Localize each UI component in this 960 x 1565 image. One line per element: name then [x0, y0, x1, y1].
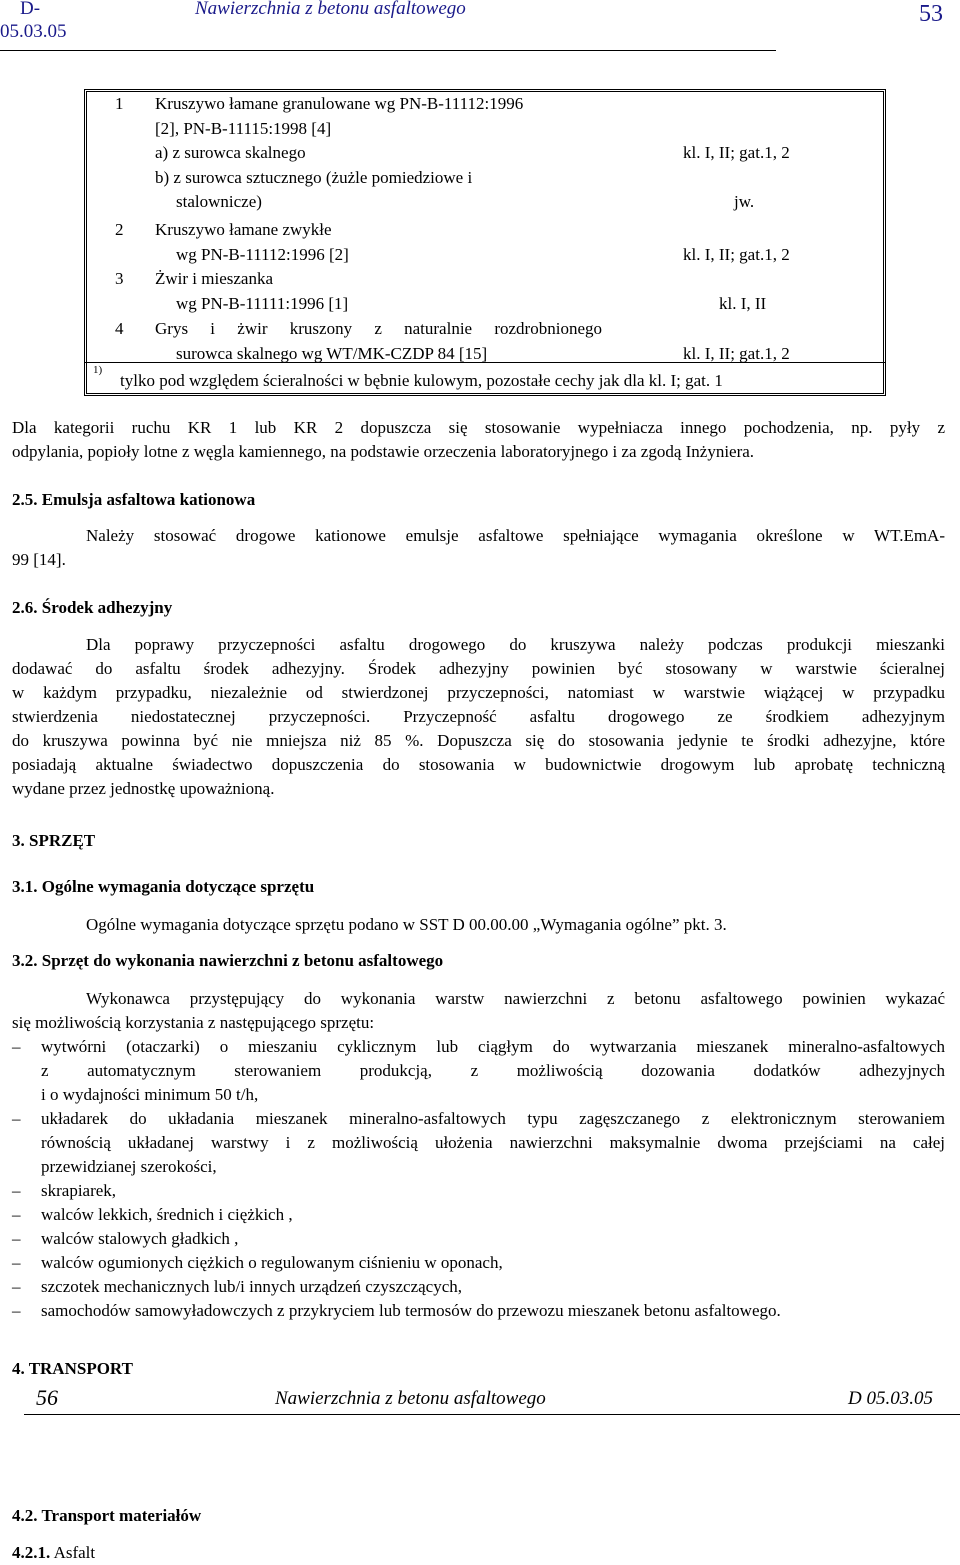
heading-2-5: 2.5. Emulsja asfaltowa kationowa	[12, 490, 256, 509]
header-code-line1: D-	[20, 0, 41, 19]
table-cell-text: Kruszywo łamane granulowane wg PN-B-11112:1996	[155, 94, 524, 113]
list-item-text: samochodów samowyładowczych z przykryciem lub termosów do przewozu mieszanek betonu asfaltowego.	[41, 1301, 781, 1320]
list-item-text: szczotek mechanicznych lub/i innych urządzeń czyszczących,	[41, 1277, 462, 1296]
table-cell-text: a) z surowca skalnego	[155, 143, 306, 163]
heading-2-6: 2.6. Środek adhezyjny	[12, 598, 173, 617]
dash-bullet: –	[12, 1037, 21, 1056]
footer-code: D 05.03.05	[848, 1388, 933, 1409]
paragraph-3-2: Wykonawca przystępujący do wykonania warstw nawierzchni z betonu asfaltowego powinien wykazać się możliwością korzystania z następującego sprzętu:	[12, 989, 945, 1032]
header-rule	[0, 50, 776, 51]
list-item-text: walców stalowych gładkich ,	[41, 1229, 239, 1248]
footer-title: Nawierzchnia z betonu asfaltowego	[275, 1388, 546, 1409]
list-item	[12, 1299, 945, 1323]
table-cell-value: kl. I, II	[719, 293, 767, 313]
heading-3-1: 3.1. Ogólne wymagania dotyczące sprzętu	[12, 877, 315, 896]
list-item	[12, 1107, 945, 1179]
list-item-text: równością układanej warstwy i z możliwością ułożenia nawierzchni maksymalnie dwoma przejściami na całej	[41, 1133, 945, 1152]
dash-bullet: –	[12, 1301, 21, 1320]
dash-bullet: –	[12, 1181, 21, 1200]
list-item-text: układarek do układania mieszanek mineralno-asfaltowych typu zagęszczanego z elektronicznym sterowaniem	[41, 1109, 945, 1128]
header-doc-code	[20, 0, 40, 21]
heading-4-2: 4.2. Transport materiałów	[12, 1506, 202, 1525]
table-cell-text: stalownicze)	[176, 192, 262, 212]
paragraph-2-5: Należy stosować drogowe kationowe emulsje asfaltowe spełniające wymagania określone w WT.EmA- 99 [14].	[12, 526, 945, 569]
table-cell-value: jw.	[734, 192, 755, 212]
heading-4: 4. TRANSPORT	[12, 1359, 133, 1378]
list-item-text: wytwórni (otaczarki) o mieszaniu cyklicznym lub ciągłym do wytwarzania mieszanek mineralno-asfaltowych	[41, 1037, 945, 1056]
table-row-number: 3	[115, 269, 124, 288]
list-item	[12, 1275, 945, 1299]
dash-bullet: –	[12, 1253, 21, 1272]
list-item	[12, 1035, 945, 1107]
header-doc-code-2: 05.03.05	[0, 21, 67, 42]
table-cell-text: wg PN-B-11112:1996 [2]	[176, 244, 349, 264]
heading-4-2-1-text: Asfalt	[53, 1543, 96, 1562]
table-row-number: 2	[115, 220, 124, 239]
table-row-number: 4	[115, 319, 124, 338]
footer-page-number: 56	[36, 1385, 58, 1410]
list-item-text: z automatycznym sterowaniem produkcją, z możliwością dozowania dodatków adhezyjnych	[41, 1061, 945, 1080]
list-item-text: walców ogumionych ciężkich o regulowanym ciśnieniu w oponach,	[41, 1253, 503, 1272]
table-cell-text: Kruszywo łamane zwykłe	[155, 220, 332, 239]
heading-3: 3. SPRZĘT	[12, 831, 96, 850]
dash-bullet: –	[12, 1229, 21, 1248]
table-row-number: 1	[115, 94, 124, 113]
obscured-text-line	[90, 1452, 850, 1460]
list-item-text: przewidzianej szerokości,	[41, 1157, 217, 1176]
list-item	[12, 1203, 945, 1227]
filler-paragraph: Dla kategorii ruchu KR 1 lub KR 2 dopuszcza się stosowanie wypełniacza innego pochodzenia, np. pyły z odpylania, popioły lotne z węgla kamiennego, na podstawie orzeczenia laboratoryjnego i za zgodą Inżyniera.	[12, 418, 945, 461]
header-title: Nawierzchnia z betonu asfaltowego	[195, 0, 466, 19]
paragraph-3-1: Ogólne wymagania dotyczące sprzętu podano w SST D 00.00.00 „Wymagania ogólne” pkt. 3.	[86, 915, 727, 934]
dash-bullet: –	[12, 1205, 21, 1224]
dash-bullet: –	[12, 1109, 21, 1128]
list-item-text: i o wydajności minimum 50 t/h,	[41, 1085, 259, 1104]
list-item	[12, 1179, 945, 1203]
list-item-text: skrapiarek,	[41, 1181, 117, 1200]
table-footnote: tylko pod względem ścieralności w bębnie kulowym, pozostałe cechy jak dla kl. I; gat. 1	[120, 371, 723, 390]
table-cell-text: Grys i żwir kruszony z naturalnie rozdrobnionego	[155, 319, 602, 338]
table-cell-value: kl. I, II; gat.1, 2	[683, 143, 790, 163]
table-cell-text: wg PN-B-11111:1996 [1]	[176, 293, 349, 313]
table-cell-text: b) z surowca sztucznego (żużle pomiedziowe i	[155, 167, 473, 187]
header-page-number: 53	[919, 1, 943, 27]
equipment-list	[12, 1035, 945, 1323]
list-item	[12, 1227, 945, 1251]
footer-rule	[24, 1414, 960, 1415]
table-cell-text: surowca skalnego wg WT/MK-CZDP 84 [15]	[176, 343, 488, 363]
heading-4-2-1-number: 4.2.1.	[12, 1543, 51, 1562]
footnote-mark: 1)	[93, 364, 103, 376]
list-item-text: walców lekkich, średnich i ciężkich ,	[41, 1205, 293, 1224]
list-item	[12, 1251, 945, 1275]
table-cell-text: Żwir i mieszanka	[155, 269, 274, 288]
dash-bullet: –	[12, 1277, 21, 1296]
heading-3-2: 3.2. Sprzęt do wykonania nawierzchni z betonu asfaltowego	[12, 951, 444, 970]
paragraph-2-6: Dla poprawy przyczepności asfaltu drogowego do kruszywa należy podczas produkcji mieszanki dodawać do asfaltu środek adhezyjny. Środek adhezyjny powinien być stosowany w warstwie ścieralnej w każdym przypadku, niezależnie od stwierdzonej przyczepności, natomiast w warstwie wiążącej w przypadku stwierdzenia niedostatecznej przyczepności. Przyczepność asfaltu drogowego ze środkiem adhezyjnym do kruszywa powinna być nie mniejsza niż 85 %. Dopuszcza się do stosowania jedynie te środki adhezyjne, które posiadają aktualne świadectwo dopuszczenia do stosowania w budownictwie drogowym lub aprobatę techniczną wydane przez jednostkę upoważnioną.	[12, 635, 945, 798]
heading-4-2-1	[12, 1541, 95, 1565]
table-cell-value: kl. I, II; gat.1, 2	[683, 244, 790, 264]
table-cell-value: kl. I, II; gat.1, 2	[683, 343, 790, 363]
table-cell-text: [2], PN-B-11115:1998 [4]	[155, 118, 332, 138]
